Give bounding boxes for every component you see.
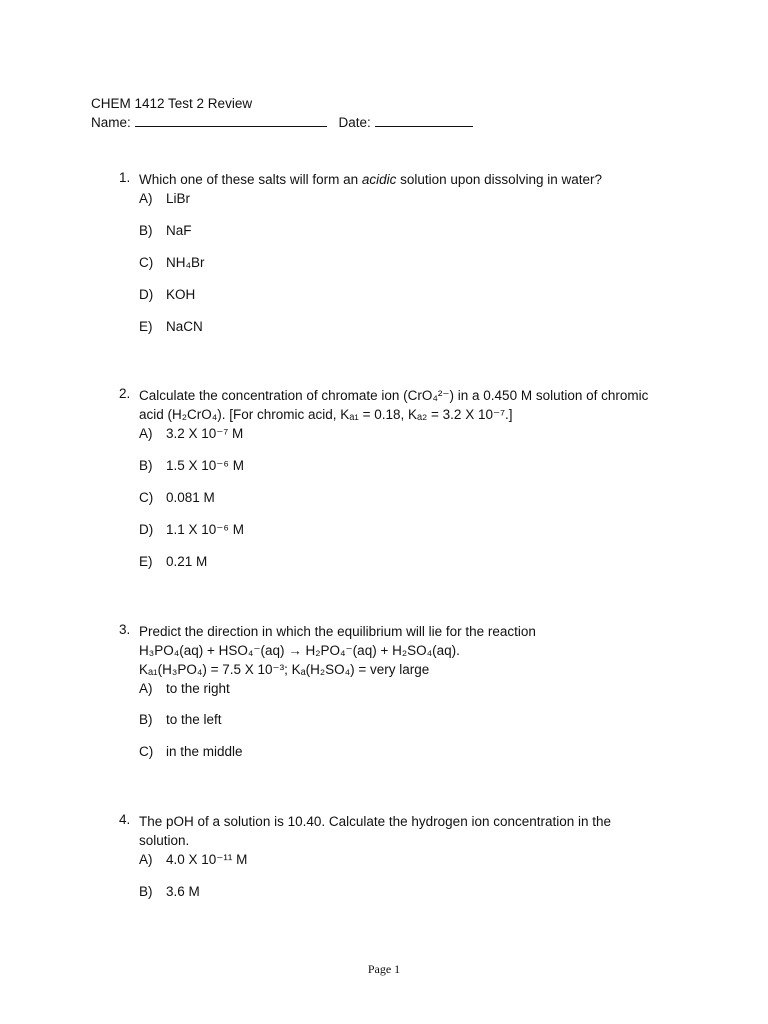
choice-value: LiBr: [166, 191, 191, 206]
date-blank-line[interactable]: [375, 114, 473, 127]
choice-c[interactable]: [139, 742, 679, 761]
choice-letter: C): [139, 744, 154, 759]
choice-value: 0.21 M: [166, 554, 208, 569]
choice-letter: A): [139, 426, 153, 441]
answer-choices: [139, 679, 679, 761]
reaction-equation: H₃PO₄(aq) + HSO₄⁻(aq) → H₂PO₄⁻(aq) + H₂SO₄(aq).: [139, 643, 460, 658]
question-3: [119, 622, 679, 761]
choice-b[interactable]: [139, 221, 679, 240]
choice-value: 1.1 X 10⁻⁶ M: [166, 522, 244, 537]
choice-letter: B): [139, 223, 153, 238]
choice-a[interactable]: [139, 189, 679, 208]
choice-letter: E): [139, 319, 153, 334]
answer-choices: [139, 189, 679, 336]
name-blank-line[interactable]: [135, 114, 327, 127]
choice-value: NaF: [166, 223, 192, 238]
choice-a[interactable]: [139, 850, 679, 869]
question-1: [119, 170, 679, 336]
date-label: Date:: [338, 115, 371, 130]
choice-a[interactable]: [139, 424, 679, 443]
question-4: [119, 812, 679, 901]
choice-c[interactable]: [139, 488, 679, 507]
choice-d[interactable]: [139, 520, 679, 539]
choice-value: 3.6 M: [166, 884, 200, 899]
choice-letter: B): [139, 712, 153, 727]
question-text: Predict the direction in which the equilibrium will lie for the reaction H₃PO₄(aq) + HSO₄⁻(aq) → H₂PO₄⁻(aq) + H₂SO₄(aq). Kₐ₁(H₃PO₄) = 7.5 X 10⁻³; Kₐ(H₂SO₄) = very large: [139, 622, 679, 679]
choice-a[interactable]: [139, 679, 679, 698]
choice-value: in the middle: [166, 744, 243, 759]
choice-letter: A): [139, 852, 153, 867]
choice-value: NaCN: [166, 319, 203, 334]
choice-letter: B): [139, 458, 153, 473]
choice-letter: B): [139, 884, 153, 899]
choice-c[interactable]: [139, 253, 679, 272]
question-text: The pOH of a solution is 10.40. Calculate the hydrogen ion concentration in the solution.: [139, 814, 612, 848]
choice-value: 1.5 X 10⁻⁶ M: [166, 458, 244, 473]
choice-value: 0.081 M: [166, 490, 215, 505]
answer-choices: [139, 424, 679, 571]
choice-value: KOH: [166, 287, 196, 302]
choice-value: 3.2 X 10⁻⁷ M: [166, 426, 244, 441]
choice-letter: C): [139, 255, 154, 270]
name-date-row: [91, 113, 473, 132]
choice-b[interactable]: [139, 456, 679, 475]
answer-choices: [139, 850, 679, 901]
choice-letter: E): [139, 554, 153, 569]
choice-letter: A): [139, 681, 153, 696]
choice-e[interactable]: [139, 552, 679, 571]
choice-b[interactable]: [139, 882, 679, 901]
choice-value: to the right: [166, 681, 230, 696]
question-text: Calculate the concentration of chromate ion (CrO₄²⁻) in a 0.450 M solution of chromic acid (H₂CrO₄). [For chromic acid, Kₐ₁ = 0.18, Kₐ₂ = 3.2 X 10⁻⁷.]: [139, 388, 649, 422]
document-header: [91, 94, 473, 132]
page-footer: [0, 962, 768, 977]
choice-letter: C): [139, 490, 154, 505]
choice-letter: D): [139, 522, 154, 537]
question-number: 1.: [119, 170, 131, 185]
emphasis-word: acidic: [361, 172, 397, 187]
question-number: 3.: [119, 622, 131, 637]
page-title: CHEM 1412 Test 2 Review: [91, 96, 253, 111]
choice-d[interactable]: [139, 285, 679, 304]
choice-value: NH₄Br: [166, 255, 205, 270]
choice-e[interactable]: [139, 317, 679, 336]
choice-value: to the left: [166, 712, 222, 727]
choice-letter: D): [139, 287, 154, 302]
question-number: 4.: [119, 812, 131, 827]
choice-letter: A): [139, 191, 153, 206]
question-number: 2.: [119, 386, 131, 401]
choice-b[interactable]: [139, 710, 679, 729]
question-text: Which one of these salts will form an acidic solution upon dissolving in water?: [139, 172, 602, 187]
choice-value: 4.0 X 10⁻¹¹ M: [166, 852, 248, 867]
question-2: [119, 386, 679, 571]
page-number: Page 1: [367, 962, 401, 976]
name-label: Name:: [91, 115, 131, 130]
acid-constants: Kₐ₁(H₃PO₄) = 7.5 X 10⁻³; Kₐ(H₂SO₄) = very large: [139, 662, 430, 677]
